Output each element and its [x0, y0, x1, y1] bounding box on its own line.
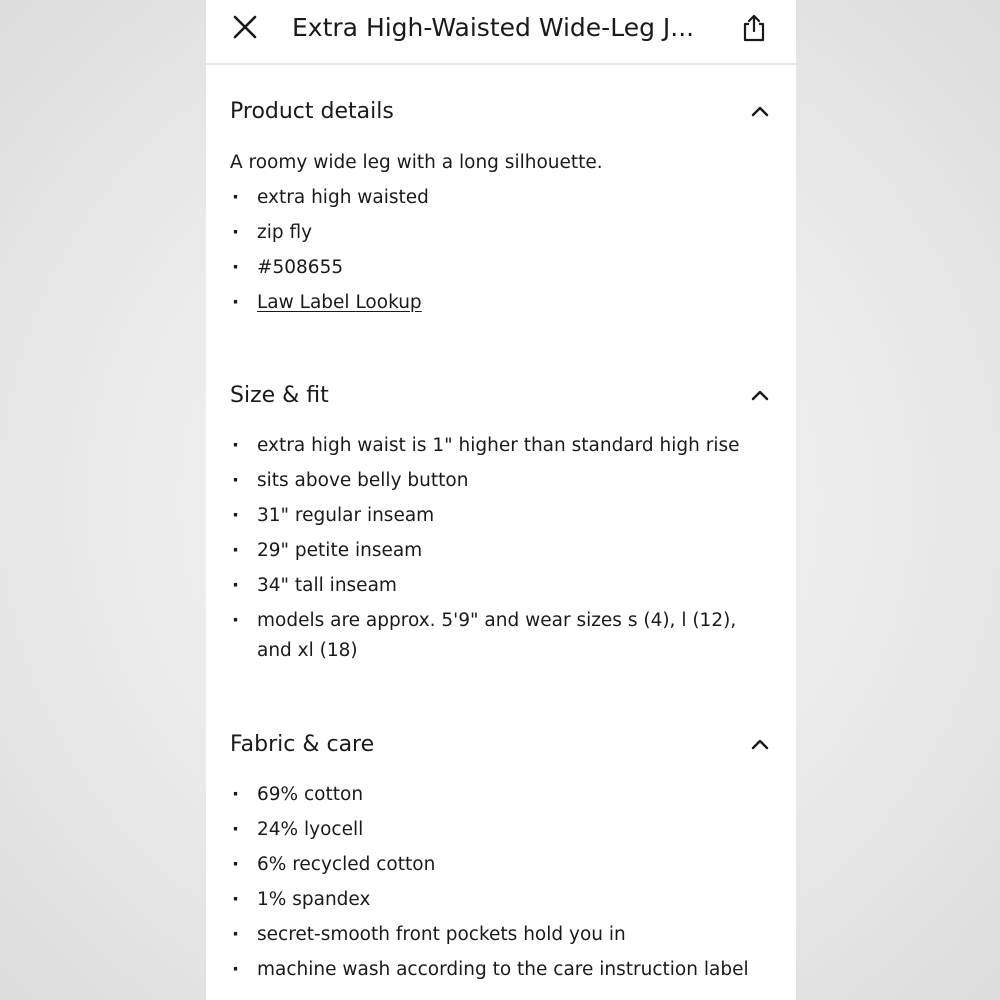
close-icon — [230, 12, 260, 42]
product-description: A roomy wide leg with a long silhouette. — [230, 152, 603, 173]
list-item: · 31" regular inseam — [230, 501, 760, 531]
chevron-up-icon — [748, 384, 772, 408]
list-item: · 6% recycled cotton — [230, 850, 760, 880]
list-item — [230, 288, 760, 318]
product-details-list — [230, 183, 760, 323]
top-bar — [206, 0, 796, 65]
list-item: · #508655 — [230, 253, 760, 283]
share-button[interactable] — [738, 12, 770, 44]
size-fit-list — [230, 431, 760, 671]
close-button[interactable] — [230, 12, 260, 42]
list-item: · 29" petite inseam — [230, 536, 760, 566]
list-item: · extra high waist is 1" higher than standard high rise — [230, 431, 760, 461]
page-title: Extra High-Waisted Wide-Leg J... — [292, 13, 695, 42]
size-fit-title: Size & fit — [230, 383, 329, 408]
chevron-up-icon — [748, 733, 772, 757]
list-item: · extra high waisted — [230, 183, 760, 213]
fabric-care-header[interactable] — [230, 727, 772, 763]
list-item: · 24% lyocell — [230, 815, 760, 845]
chevron-up-icon — [748, 100, 772, 124]
size-fit-header[interactable] — [230, 378, 772, 414]
product-sheet — [206, 0, 796, 1000]
product-details-header[interactable] — [230, 94, 772, 130]
list-item: · sits above belly button — [230, 466, 760, 496]
share-icon — [738, 12, 770, 44]
fabric-care-list — [230, 780, 760, 990]
list-item: · 1% spandex — [230, 885, 760, 915]
fabric-care-title: Fabric & care — [230, 732, 375, 757]
list-item: · 69% cotton — [230, 780, 760, 810]
list-item: · machine wash according to the care instruction label — [230, 955, 760, 985]
list-item: · zip fly — [230, 218, 760, 248]
list-item: · secret-smooth front pockets hold you in — [230, 920, 760, 950]
law-label-lookup-link[interactable]: Law Label Lookup — [257, 292, 422, 313]
product-details-title: Product details — [230, 99, 394, 124]
list-item: · 34" tall inseam — [230, 571, 760, 601]
list-item: · models are approx. 5'9" and wear sizes s (4), l (12), and xl (18) — [230, 606, 760, 666]
